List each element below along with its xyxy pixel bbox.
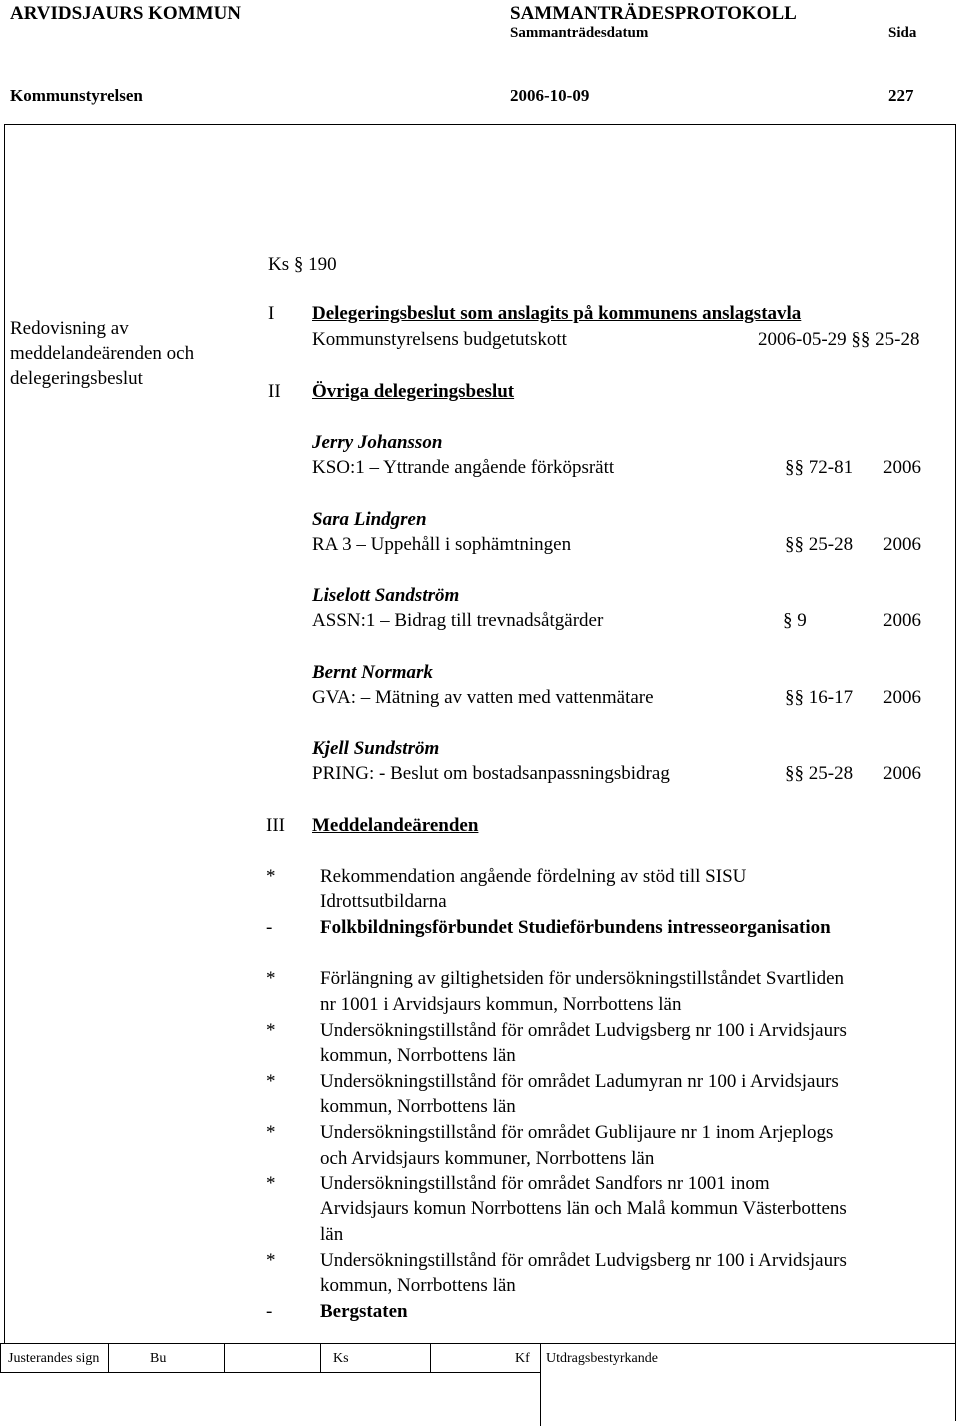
meeting-date-label: Sammanträdesdatum [510,25,649,41]
header-rule [4,124,956,125]
bullet-mark: * [266,1122,276,1143]
footer-divider [0,1343,1,1372]
decision-ref: §§ 72-81 [785,457,854,478]
decision-year: 2006 [883,457,921,478]
delegate-name: Sara Lindgren [312,509,427,530]
subject-line: Redovisning av [10,318,129,339]
meeting-date: 2006-10-09 [510,86,590,105]
notice-text: Undersökningstillstånd för området Ludvigsberg nr 100 i Arvidsjaurs [320,1250,847,1271]
dash-mark: - [266,1301,273,1322]
body-name: Kommunstyrelsen [10,86,143,105]
notice-text: Undersökningstillstånd för området Ladumyran nr 100 i Arvidsjaurs [320,1071,839,1092]
decision-year: 2006 [883,763,921,784]
footer-rule-top [0,1343,956,1344]
notice-text: kommun, Norrbottens län [320,1096,516,1117]
delegate-name: Bernt Normark [312,662,433,683]
right-frame [955,124,956,1421]
signature-bu: Bu [150,1351,167,1366]
notice-text: Undersökningstillstånd för området Sandfors nr 1001 inom [320,1173,770,1194]
decision-text: KSO:1 – Yttrande angående förköpsrätt [312,457,615,478]
subject-line: delegeringsbeslut [10,368,143,389]
decision-year: 2006 [883,610,921,631]
notice-text: Undersökningstillstånd för området Gublijaure nr 1 inom Arjeplogs [320,1122,834,1143]
section-iii-title: Meddelandeärenden [312,815,479,836]
page-label: Sida [888,25,917,41]
notice-text: nr 1001 i Arvidsjaurs kommun, Norrbottens län [320,994,682,1015]
section-i-line-text: Kommunstyrelsens budgetutskott [312,329,567,350]
decision-text: PRING: - Beslut om bostadsanpassningsbidrag [312,763,670,784]
decision-ref: §§ 16-17 [785,687,854,708]
footer-divider [540,1343,541,1426]
page-number: 227 [888,86,914,105]
signature-label: Justerandes sign [8,1351,100,1366]
signature-kf: Kf [515,1351,530,1366]
section-iii-number: III [266,815,285,836]
section-ii-title: Övriga delegeringsbeslut [312,381,515,402]
paragraph-number: Ks § 190 [268,254,337,275]
notice-text: och Arvidsjaurs kommuner, Norrbottens län [320,1148,655,1169]
document-type: SAMMANTRÄDESPROTOKOLL [510,3,797,24]
notice-text: kommun, Norrbottens län [320,1275,516,1296]
footer-divider [108,1343,109,1372]
bullet-mark: * [266,1250,276,1271]
notice-sender: Folkbildningsförbundet Studieförbundens intresseorganisation [320,917,831,938]
signature-ks: Ks [333,1351,349,1366]
footer-divider [224,1343,225,1372]
org-name: ARVIDSJAURS KOMMUN [10,3,242,24]
decision-ref: §§ 25-28 [785,763,854,784]
notice-text: Rekommendation angående fördelning av stöd till SISU [320,866,747,887]
notice-text: kommun, Norrbottens län [320,1045,516,1066]
decision-ref: §§ 25-28 [785,534,854,555]
section-i-title: Delegeringsbeslut som anslagits på kommunens anslagstavla [312,303,802,324]
subject-line: meddelandeärenden och [10,343,195,364]
bullet-mark: * [266,1071,276,1092]
decision-text: RA 3 – Uppehåll i sophämtningen [312,534,572,555]
decision-text: GVA: – Mätning av vatten med vattenmätare [312,687,654,708]
delegate-name: Liselott Sandström [312,585,460,606]
decision-text: ASSN:1 – Bidrag till trevnadsåtgärder [312,610,604,631]
notice-text: län [320,1224,344,1245]
section-ii-number: II [268,381,281,402]
footer-divider [430,1343,431,1372]
section-i-line-ref: 2006-05-29 §§ 25-28 [758,329,920,350]
footer-rule-bottom [0,1372,540,1373]
notice-text: Förlängning av giltighetsiden för undersökningstillståndet Svartliden [320,968,845,989]
decision-year: 2006 [883,687,921,708]
bullet-mark: * [266,1173,276,1194]
delegate-name: Kjell Sundström [312,738,440,759]
footer-divider [320,1343,321,1372]
decision-year: 2006 [883,534,921,555]
bullet-mark: * [266,866,276,887]
notice-text: Idrottsutbildarna [320,891,447,912]
decision-ref: § 9 [783,610,807,631]
bullet-mark: * [266,1020,276,1041]
notice-sender: Bergstaten [320,1301,408,1322]
notice-text: Undersökningstillstånd för området Ludvigsberg nr 100 i Arvidsjaurs [320,1020,847,1041]
notice-text: Arvidsjaurs komun Norrbottens län och Malå kommun Västerbottens [320,1198,847,1219]
bullet-mark: * [266,968,276,989]
dash-mark: - [266,917,273,938]
delegate-name: Jerry Johansson [312,432,443,453]
extract-certification-label: Utdragsbestyrkande [546,1351,658,1366]
left-frame [4,124,5,1343]
section-i-number: I [268,303,275,324]
